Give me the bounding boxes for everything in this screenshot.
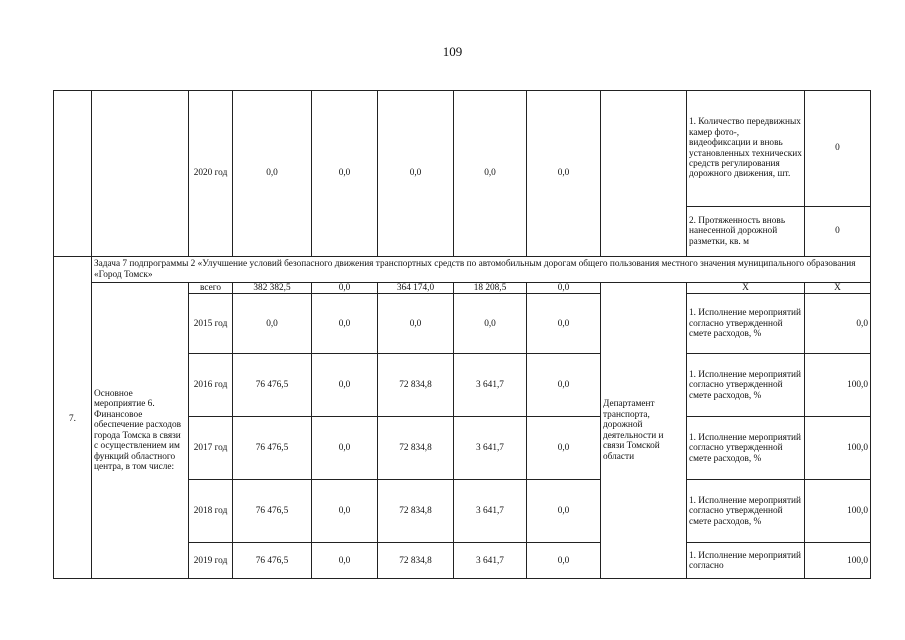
indicator-cell: 2. Протяженность вновь нанесенной дорожной разметки, кв. м: [687, 207, 805, 257]
table-row: [54, 91, 871, 207]
value-cell: 0,0: [527, 283, 601, 294]
year-cell: 2015 год: [189, 294, 233, 354]
table-row: [54, 257, 871, 283]
value-cell: 0,0: [233, 91, 312, 257]
value-cell: 76 476,5: [233, 417, 312, 480]
value-cell: 3 641,7: [454, 480, 527, 543]
indicator-value-cell: Х: [805, 283, 871, 294]
value-cell: 0,0: [378, 294, 454, 354]
indicator-cell: 1. Исполнение мероприятий согласно утвержденной смете расходов, %: [687, 480, 805, 543]
value-cell: 0,0: [233, 294, 312, 354]
indicator-value-cell: 100,0: [805, 354, 871, 417]
year-cell: 2018 год: [189, 480, 233, 543]
value-cell: 76 476,5: [233, 354, 312, 417]
value-cell: 0,0: [454, 294, 527, 354]
executor-cell: Департамент транспорта, дорожной деятельности и связи Томской области: [601, 283, 687, 579]
activity-name: Основное мероприятие 6. Финансовое обеспечение расходов города Томска в связи с осуществлением им функций областного центра, в том числе:: [92, 283, 189, 579]
value-cell: 0,0: [312, 91, 378, 257]
indicator-cell: 1. Исполнение мероприятий согласно утвержденной смете расходов, %: [687, 294, 805, 354]
value-cell: 0,0: [454, 91, 527, 257]
indicator-value-cell: 0,0: [805, 294, 871, 354]
value-cell: 3 641,7: [454, 543, 527, 579]
value-cell: 0,0: [312, 294, 378, 354]
value-cell: 3 641,7: [454, 354, 527, 417]
name-cell: [92, 91, 189, 257]
year-cell: 2017 год: [189, 417, 233, 480]
value-cell: 0,0: [527, 543, 601, 579]
value-cell: 72 834,8: [378, 543, 454, 579]
indicator-value-cell: 100,0: [805, 543, 871, 579]
year-cell: 2016 год: [189, 354, 233, 417]
value-cell: 0,0: [527, 294, 601, 354]
value-cell: 0,0: [312, 354, 378, 417]
value-cell: 72 834,8: [378, 354, 454, 417]
num-cell: [54, 91, 92, 257]
table-row: [54, 283, 871, 294]
indicator-cell: 1. Исполнение мероприятий согласно утвержденной смете расходов, %: [687, 354, 805, 417]
year-cell: всего: [189, 283, 233, 294]
value-cell: 0,0: [312, 543, 378, 579]
value-cell: 0,0: [312, 480, 378, 543]
value-cell: 72 834,8: [378, 417, 454, 480]
value-cell: 0,0: [527, 91, 601, 257]
row-number: 7.: [54, 257, 92, 579]
value-cell: 0,0: [527, 354, 601, 417]
indicator-cell: Х: [687, 283, 805, 294]
indicator-cell: 1. Количество передвижных камер фото-, видеофиксации и вновь установленных технических средств регулирования дорожного движения, шт.: [687, 91, 805, 207]
value-cell: 3 641,7: [454, 417, 527, 480]
indicator-value-cell: 0: [805, 91, 871, 207]
value-cell: 76 476,5: [233, 543, 312, 579]
value-cell: 18 208,5: [454, 283, 527, 294]
indicator-value-cell: 0: [805, 207, 871, 257]
value-cell: 0,0: [378, 91, 454, 257]
task-title: Задача 7 подпрограммы 2 «Улучшение условий безопасного движения транспортных средств по автомобильным дорогам общего пользования местного значения муниципального образования «Город Томск»: [92, 257, 871, 283]
value-cell: 0,0: [312, 283, 378, 294]
value-cell: 72 834,8: [378, 480, 454, 543]
indicator-cell: 1. Исполнение мероприятий согласно утвержденной смете расходов, %: [687, 417, 805, 480]
indicator-value-cell: 100,0: [805, 480, 871, 543]
value-cell: 76 476,5: [233, 480, 312, 543]
value-cell: 0,0: [527, 480, 601, 543]
value-cell: 0,0: [312, 417, 378, 480]
year-cell: 2019 год: [189, 543, 233, 579]
indicator-value-cell: 100,0: [805, 417, 871, 480]
year-cell: 2020 год: [189, 91, 233, 257]
program-table: [53, 90, 871, 579]
indicator-cell: 1. Исполнение мероприятий согласно: [687, 543, 805, 579]
value-cell: 382 382,5: [233, 283, 312, 294]
executor-cell: [601, 91, 687, 257]
value-cell: 0,0: [527, 417, 601, 480]
value-cell: 364 174,0: [378, 283, 454, 294]
page-number: 109: [442, 44, 463, 59]
